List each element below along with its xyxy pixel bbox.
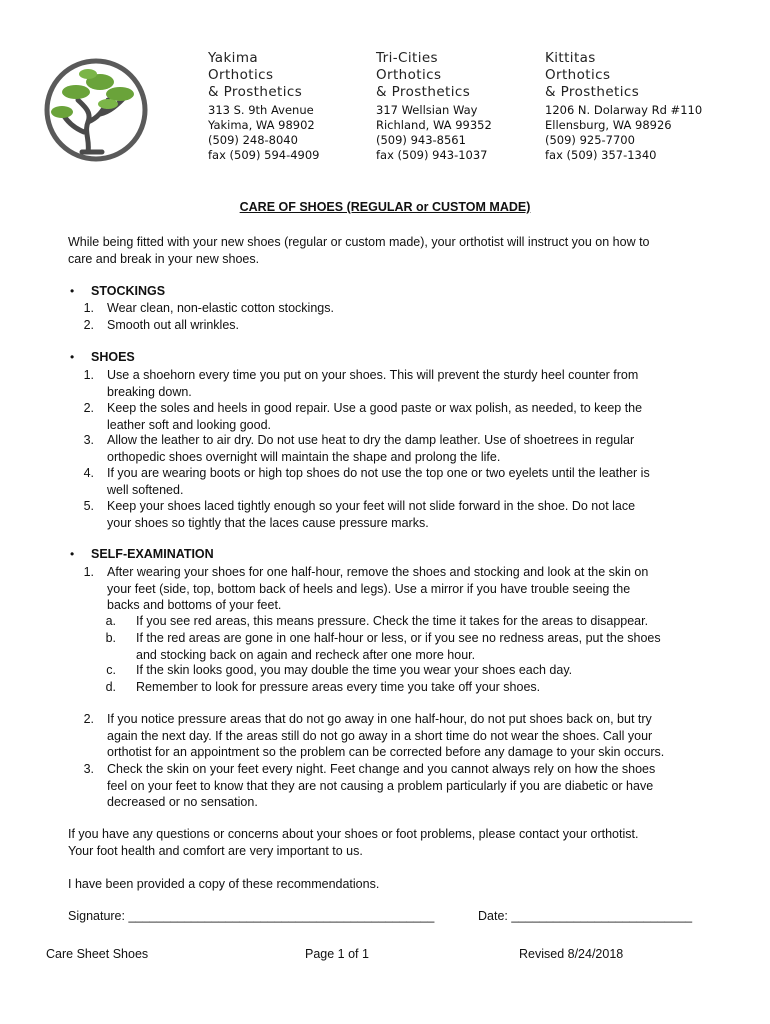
item-text: backs and bottoms of your feet. <box>107 598 282 613</box>
item-text: breaking down. <box>107 384 192 399</box>
item-text: After wearing your shoes for one half-hour, remove the shoes and stocking and look at the skin on <box>107 565 649 579</box>
clinic-kittitas <box>545 50 702 163</box>
item-letter: d. <box>105 680 116 694</box>
item-text: If you notice pressure areas that do not go away in one half-hour, do not put shoes back on, but try <box>107 712 652 726</box>
item-number: 2. <box>83 401 94 415</box>
item-number: 1. <box>83 301 94 315</box>
clinic-phone: (509) 943-8561 <box>376 133 466 147</box>
clinic-city: Richland, WA 99352 <box>376 118 492 132</box>
item-letter: b. <box>105 631 116 645</box>
clinic-name: Yakima <box>208 50 259 66</box>
tree-logo <box>44 52 184 172</box>
clinic-name: Tri-Cities <box>376 50 438 66</box>
bullet-icon: • <box>70 350 75 364</box>
clinic-name: Orthotics <box>208 67 274 83</box>
clinic-name: Kittitas <box>545 50 596 66</box>
closing-line: Your foot health and comfort are very important to us. <box>68 843 363 858</box>
section-heading-stockings: STOCKINGS <box>91 284 166 298</box>
clinic-address: 1206 N. Dolarway Rd #110 <box>545 103 703 117</box>
bullet-icon: • <box>70 284 75 298</box>
clinic-fax: fax (509) 357-1340 <box>545 148 657 162</box>
clinic-name: & Prosthetics <box>545 84 640 100</box>
clinic-city: Ellensburg, WA 98926 <box>545 118 672 132</box>
item-text: your shoes so tightly that the laces cause pressure marks. <box>107 515 429 530</box>
clinic-phone: (509) 925-7700 <box>545 133 635 147</box>
clinic-address: 313 S. 9th Avenue <box>208 103 314 117</box>
acknowledgement: I have been provided a copy of these recommendations. <box>68 877 380 891</box>
item-text: If the skin looks good, you may double the time you wear your shoes each day. <box>136 663 573 677</box>
item-letter: a. <box>105 614 116 628</box>
intro-line: While being fitted with your new shoes (regular or custom made), your orthotist will instruct you on how to <box>68 235 650 249</box>
item-text: If you are wearing boots or high top shoes do not use the top one or two eyelets until the leather is <box>107 466 650 480</box>
item-number: 5. <box>83 499 94 513</box>
bullet-icon: • <box>70 547 75 561</box>
clinic-fax: fax (509) 943-1037 <box>376 148 488 162</box>
item-text: again the next day. If the areas still do not go away in a short time do not wear the shoes. Call your <box>107 728 653 743</box>
clinic-yakima <box>208 50 320 163</box>
item-text: orthopedic shoes overnight will maintain the shape and prolong the life. <box>107 449 501 464</box>
item-text: Use a shoehorn every time you put on your shoes. This will prevent the sturdy heel counter from <box>107 368 639 382</box>
signature-line[interactable]: Signature: ____________________________________________ <box>68 909 435 923</box>
item-text: Remember to look for pressure areas every time you take off your shoes. <box>136 680 541 694</box>
closing-paragraph <box>68 826 638 859</box>
intro-paragraph <box>68 234 650 267</box>
item-number: 2. <box>83 318 94 332</box>
item-text: your feet (side, top, bottom back of heels and legs). Use a mirror if you have trouble seeing the <box>107 581 631 596</box>
item-text: If you see red areas, this means pressure. Check the time it takes for the areas to disappear. <box>136 614 649 628</box>
item-number: 4. <box>83 466 94 480</box>
intro-line: care and break in your new shoes. <box>68 251 260 266</box>
item-text: well softened. <box>107 482 184 497</box>
clinic-tri-cities <box>376 50 492 163</box>
item-number: 1. <box>83 565 94 579</box>
item-text: Wear clean, non-elastic cotton stockings. <box>107 301 334 315</box>
item-text: If the red areas are gone in one half-hour or less, or if you see no redness areas, put the shoes <box>136 631 661 645</box>
page-number: Page 1 of 1 <box>305 947 369 961</box>
clinic-city: Yakima, WA 98902 <box>208 118 315 132</box>
item-number: 3. <box>83 762 94 776</box>
item-text: orthotist for an appointment so the problem can be corrected before any damage to your skin occurs. <box>107 745 665 760</box>
item-text: Check the skin on your feet every night. Feet change and you cannot always rely on how the shoes <box>107 762 656 776</box>
clinic-address: 317 Wellsian Way <box>376 103 478 117</box>
section-heading-shoes: SHOES <box>91 350 135 364</box>
item-text: feel on your feet to know that they are not causing a problem particularly if you are diabetic or have <box>107 778 654 793</box>
revision-date: Revised 8/24/2018 <box>519 947 624 961</box>
clinic-name: Orthotics <box>545 67 611 83</box>
section-heading-self-examination: SELF-EXAMINATION <box>91 547 214 561</box>
date-line[interactable]: Date: __________________________ <box>478 909 693 923</box>
clinic-name: & Prosthetics <box>376 84 471 100</box>
item-text: and stocking back on again and recheck after one more hour. <box>136 647 476 662</box>
item-number: 3. <box>83 433 94 447</box>
item-text: Keep your shoes laced tightly enough so your feet will not slide forward in the shoe. Do not lace <box>107 499 636 513</box>
clinic-name: Orthotics <box>376 67 442 83</box>
clinic-name: & Prosthetics <box>208 84 303 100</box>
item-number: 1. <box>83 368 94 382</box>
clinic-fax: fax (509) 594-4909 <box>208 148 320 162</box>
item-text: decreased or no sensation. <box>107 795 258 810</box>
item-number: 2. <box>83 712 94 726</box>
item-text: Allow the leather to air dry. Do not use heat to dry the damp leather. Use of shoetrees in regular <box>107 433 635 447</box>
footer-title: Care Sheet Shoes <box>46 947 149 961</box>
item-text: leather soft and looking good. <box>107 417 272 432</box>
item-letter: c. <box>106 663 116 677</box>
item-text: Smooth out all wrinkles. <box>107 318 240 332</box>
document-title: CARE OF SHOES (REGULAR or CUSTOM MADE) <box>239 200 531 214</box>
closing-line: If you have any questions or concerns about your shoes or foot problems, please contact your orthotist. <box>68 827 639 841</box>
clinic-phone: (509) 248-8040 <box>208 133 298 147</box>
item-text: Keep the soles and heels in good repair. Use a good paste or wax polish, as needed, to keep the <box>107 401 643 415</box>
